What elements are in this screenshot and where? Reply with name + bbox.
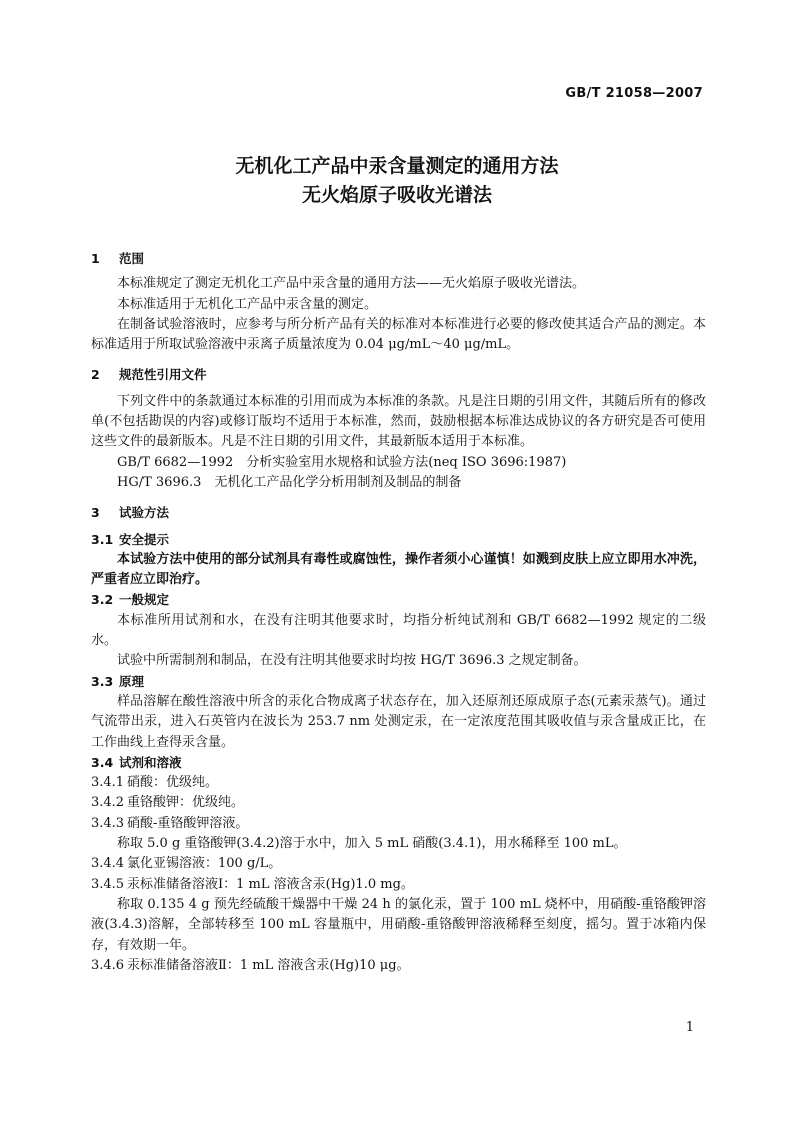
- item-number: 3.4.6: [91, 957, 125, 973]
- subsection-3-1-heading: [91, 530, 706, 550]
- paragraph: 本标准规定了测定无机化工产品中汞含量的通用方法——无火焰原子吸收光谱法。: [117, 276, 586, 292]
- document-title: 无机化工产品中汞含量测定的通用方法: [235, 155, 559, 177]
- subsection-3-2-heading: [91, 590, 706, 610]
- subsection-title: 一般规定: [119, 592, 170, 608]
- standard-code: GB/T 21058—2007: [565, 86, 703, 101]
- document-subtitle: 无火焰原子吸收光谱法: [301, 184, 492, 206]
- item-number: 3.4.4: [91, 856, 125, 872]
- paragraph: 下列文件中的条款通过本标准的引用而成为本标准的条款。凡是注日期的引用文件，其随后所有的修改单(不包括勘误的内容)或修订版均不适用于本标准，然而，鼓励根据本标准达成协议的各方研究是否可使用这些文件的最新版本。凡是不注日期的引用文件，其最新版本适用于本标准。: [91, 393, 706, 450]
- item-number: 3.4.2: [91, 795, 125, 811]
- section-title: 规范性引用文件: [119, 367, 207, 383]
- subsection-number: 3.3: [91, 673, 114, 689]
- reagent-item: [91, 956, 706, 976]
- subsection-title: 原理: [119, 673, 145, 689]
- reference-item: HG/T 3696.3 无机化工产品化学分析用制剂及制品的制备: [117, 474, 462, 490]
- page-number: 1: [685, 1020, 694, 1035]
- section-number: 2: [91, 367, 100, 383]
- reagent-item: [91, 875, 706, 895]
- paragraph: 称取 0.135 4 g 预先经硫酸干燥器中干燥 24 h 的氯化汞，置于 100 mL 烧杯中，用硝酸-重铬酸钾溶液(3.4.3)溶解，全部转移至 100 mL 容量瓶中，用硝酸-重铬酸钾溶液稀释至刻度，摇匀。置于冰箱内保存，有效期一年。: [91, 896, 706, 953]
- paragraph: 本标准所用试剂和水，在没有注明其他要求时，均指分析纯试剂和 GB/T 6682—1992 规定的二级水。: [91, 612, 706, 649]
- reagent-item: [91, 854, 706, 874]
- subsection-number: 3.1: [91, 531, 114, 547]
- paragraph: 称取 5.0 g 重铬酸钾(3.4.2)溶于水中，加入 5 mL 硝酸(3.4.1)，用水稀释至 100 mL。: [117, 836, 627, 852]
- paragraph: 本标准适用于无机化工产品中汞含量的测定。: [117, 296, 378, 312]
- reagent-item: [91, 814, 706, 834]
- section-number: 1: [91, 251, 100, 266]
- reagent-item: [91, 793, 706, 813]
- section-1-heading: [91, 249, 706, 269]
- paragraph: 样品溶解在酸性溶液中所含的汞化合物成离子状态存在，加入还原剂还原成原子态(元素汞蒸气)。通过气流带出汞，进入石英管内在波长为 253.7 nm 处测定汞，在一定浓度范围其吸收值与汞含量成正比，在工作曲线上查得汞含量。: [91, 693, 706, 750]
- reference-item: GB/T 6682—1992 分析实验室用水规格和试验方法(neq ISO 3696:1987): [117, 454, 567, 470]
- section-3-heading: [91, 503, 706, 523]
- item-text: 氯化亚锡溶液：100 g/L。: [127, 856, 282, 872]
- subsection-3-4-heading: [91, 753, 706, 773]
- item-text: 重铬酸钾：优级纯。: [127, 795, 245, 811]
- item-text: 硝酸-重铬酸钾溶液。: [127, 815, 249, 831]
- paragraph: 试验中所需制剂和制品，在没有注明其他要求时均按 HG/T 3696.3 之规定制备。: [117, 653, 587, 669]
- subsection-title: 安全提示: [119, 531, 170, 547]
- item-text: 汞标准储备溶液Ⅰ：1 mL 溶液含汞(Hg)1.0 mg。: [127, 876, 414, 892]
- item-number: 3.4.5: [91, 876, 125, 892]
- item-number: 3.4.1: [91, 775, 125, 791]
- paragraph: 在制备试验溶液时，应参考与所分析产品有关的标准对本标准进行必要的修改使其适合产品的测定。本标准适用于所取试验溶液中汞离子质量浓度为 0.04 μg/mL～40 μg/mL。: [91, 316, 706, 353]
- item-text: 汞标准储备溶液Ⅱ：1 mL 溶液含汞(Hg)10 μg。: [127, 957, 410, 973]
- subsection-title: 试剂和溶液: [119, 754, 182, 770]
- item-number: 3.4.3: [91, 815, 125, 831]
- subsection-3-3-heading: [91, 672, 706, 692]
- section-number: 3: [91, 505, 100, 521]
- document-body: [91, 249, 706, 976]
- subsection-number: 3.4: [91, 754, 114, 770]
- section-title: 范围: [119, 251, 145, 266]
- item-text: 硝酸：优级纯。: [127, 775, 219, 791]
- safety-warning: 本试验方法中使用的部分试剂具有毒性或腐蚀性，操作者须小心谨慎！如溅到皮肤上应立即用水冲洗，严重者应立即治疗。: [91, 551, 706, 588]
- section-title: 试验方法: [119, 505, 170, 521]
- subsection-number: 3.2: [91, 592, 114, 608]
- reagent-item: [91, 773, 706, 793]
- section-2-heading: [91, 365, 706, 385]
